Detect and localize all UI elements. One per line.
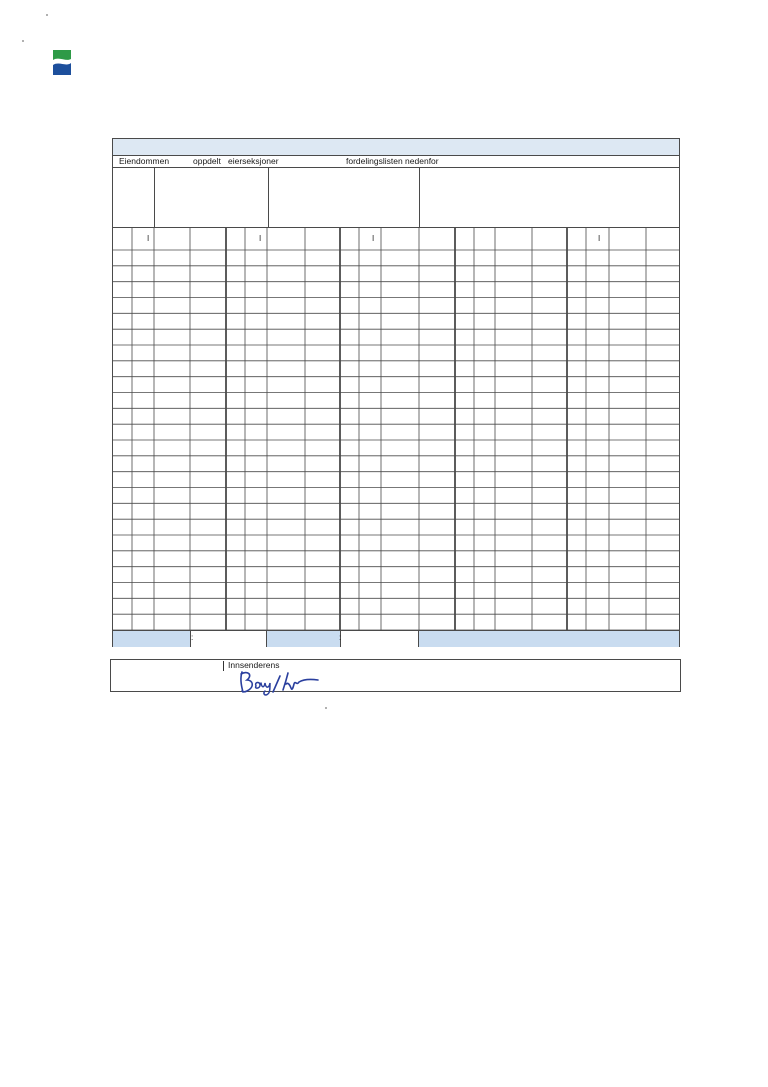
total-cell-shaded	[113, 631, 190, 647]
distribution-grid-lines	[113, 228, 679, 630]
column-mark: I	[147, 234, 150, 243]
agency-logo-icon	[53, 50, 71, 75]
header-distribution-label: fordelingslisten nedenfor	[346, 156, 439, 166]
header-divided-label: oppdelt	[193, 156, 221, 166]
total-separator: :	[339, 633, 342, 642]
distribution-form	[112, 138, 680, 647]
scan-speck	[325, 707, 327, 709]
form-title-band	[113, 139, 679, 156]
total-cell-value	[340, 631, 419, 647]
distribution-grid	[113, 228, 679, 630]
handwritten-signature-icon	[236, 668, 320, 696]
header-property-label: Eiendommen	[119, 156, 170, 166]
column-mark: I	[372, 234, 375, 243]
submitter-label: Innsenderens	[228, 660, 280, 670]
form-info-row	[113, 168, 679, 228]
scan-speck	[46, 14, 48, 16]
signature-box	[110, 659, 681, 692]
total-cell-value	[190, 631, 267, 647]
column-mark: I	[259, 234, 262, 243]
header-sections-label: eierseksjoner	[228, 156, 279, 166]
form-header-row	[113, 156, 679, 168]
totals-row	[113, 630, 679, 647]
total-separator: :	[191, 633, 194, 642]
total-cell-shaded	[267, 631, 340, 647]
scan-speck	[22, 40, 24, 42]
total-cell-shaded	[419, 631, 679, 647]
column-mark: I	[598, 234, 601, 243]
